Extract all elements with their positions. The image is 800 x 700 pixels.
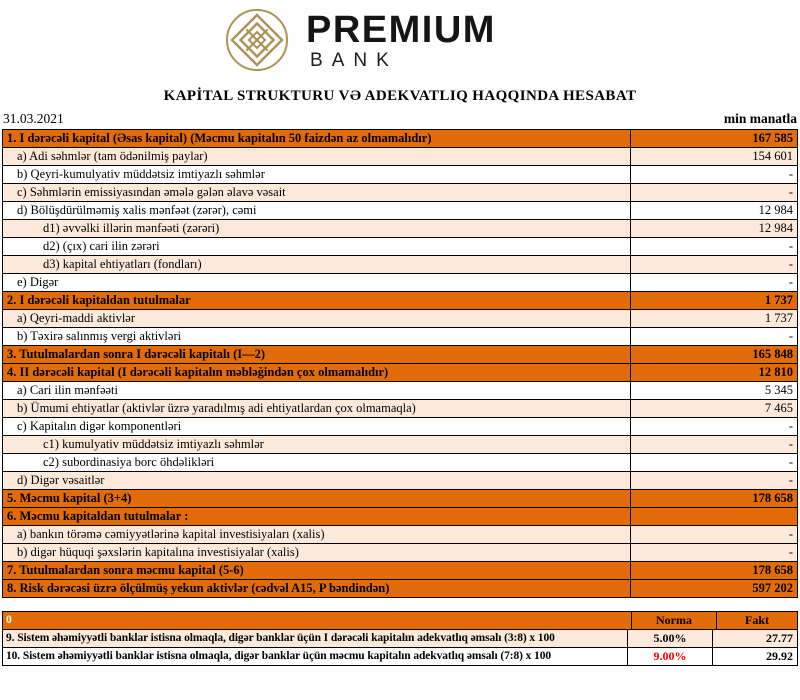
table-row <box>2 274 798 292</box>
ratio-row <box>2 630 798 648</box>
table-row <box>2 454 798 472</box>
capital-structure-table <box>2 129 798 598</box>
row-value: 165 848 <box>752 347 793 361</box>
row-value: - <box>788 455 793 469</box>
table-row <box>2 310 798 328</box>
table-row <box>2 256 798 274</box>
table-row <box>2 130 798 148</box>
row-value: - <box>788 545 793 559</box>
report-title: KAPİTAL STRUKTURU VƏ ADEKVATLIQ HAQQINDA HESABAT <box>163 88 637 104</box>
ratio-fakt-value: 29.92 <box>766 649 793 663</box>
row-label: d3) kapital ehtiyatları (fondları) <box>3 256 631 273</box>
table-row <box>2 472 798 490</box>
row-value: - <box>788 167 793 181</box>
ratio-header-fakt: Fakt <box>745 613 769 627</box>
row-label: 3. Tutulmalardan sonra I dərəcəli kapitalı (I—2) <box>3 346 631 363</box>
row-label: a) Adi səhmlər (tam ödənilmiş paylar) <box>3 148 631 165</box>
ratio-norma-value: 9.00% <box>628 648 713 665</box>
row-value: - <box>788 257 793 271</box>
row-value: 12 810 <box>758 365 793 379</box>
row-label: c1) kumulyativ müddətsiz imtiyazlı səhmlər <box>3 436 631 453</box>
row-value: 1 737 <box>764 293 793 307</box>
table-row <box>2 346 798 364</box>
ratio-header-norma: Norma <box>632 612 717 629</box>
row-value: - <box>788 419 793 433</box>
row-value: - <box>788 329 793 343</box>
row-value: 5 345 <box>764 383 793 397</box>
row-label: c2) subordinasiya borc öhdəlikləri <box>3 454 631 471</box>
table-row <box>2 148 798 166</box>
row-value: - <box>788 239 793 253</box>
row-label: b) Ümumi ehtiyatlar (aktivlər üzrə yaradılmış adi ehtiyatlardan çox olmamaqla) <box>3 400 631 417</box>
row-value: 597 202 <box>752 581 793 595</box>
ratio-norma-value: 5.00% <box>628 630 713 647</box>
table-row <box>2 202 798 220</box>
row-value: - <box>788 473 793 487</box>
row-value: 178 658 <box>752 563 793 577</box>
row-label: b) digər hüquqi şəxslərin kapitalına investisiyalar (xalis) <box>3 544 631 561</box>
table-row <box>2 184 798 202</box>
row-label: a) Qeyri-maddi aktivlər <box>3 310 631 327</box>
row-value: 7 465 <box>764 401 793 415</box>
ratio-header-zero: 0 <box>3 612 632 629</box>
row-value: 154 601 <box>752 149 793 163</box>
row-label: 7. Tutulmalardan sonra məcmu kapital (5-6) <box>3 562 631 579</box>
table-row <box>2 364 798 382</box>
row-label: c) Kapitalın digər komponentləri <box>3 418 631 435</box>
row-label: d1) əvvəlki illərin mənfəəti (zərəri) <box>3 220 631 237</box>
table-row <box>2 292 798 310</box>
row-label: d) Bölüşdürülməmiş xalis mənfəət (zərər), cəmi <box>3 202 631 219</box>
ratio-table-body <box>2 630 798 666</box>
row-label: 5. Məcmu kapital (3+4) <box>3 490 631 507</box>
table-row <box>2 382 798 400</box>
row-label: 8. Risk dərəcəsi üzrə ölçülmüş yekun aktivlər (cədvəl A15, P bəndindən) <box>3 580 631 597</box>
table-row <box>2 490 798 508</box>
ratio-row-label: 9. Sistem əhəmiyyətli banklar istisna olmaqla, digər banklar üçün I dərəcəli kapitalın adekvatlıq əmsalı (3:8) x 100 <box>3 630 628 647</box>
report-date: 31.03.2021 <box>3 111 64 126</box>
ratio-row-label: 10. Sistem əhəmiyyətli banklar istisna olmaqla, digər banklar üçün məcmu kapitalın adekvatlıq əmsalı (7:8) x 100 <box>3 648 628 665</box>
row-value: 12 984 <box>758 221 793 235</box>
table-row <box>2 328 798 346</box>
meta-row <box>2 111 798 129</box>
row-value: - <box>788 185 793 199</box>
row-label: b) Qeyri-kumulyativ müddətsiz imtiyazlı səhmlər <box>3 166 631 183</box>
row-value <box>631 508 797 525</box>
bank-logo <box>0 4 758 76</box>
table-row <box>2 400 798 418</box>
row-value: 1 737 <box>764 311 793 325</box>
row-label: a) Cari ilin mənfəəti <box>3 382 631 399</box>
logo-bank-text: BANK <box>310 49 398 71</box>
ratio-fakt-value: 27.77 <box>766 631 793 645</box>
row-value: - <box>788 275 793 289</box>
table-row <box>2 580 798 598</box>
row-label: 4. II dərəcəli kapital (I dərəcəli kapitalın məbləğindən çox olmamalıdır) <box>3 364 631 381</box>
row-value: 178 658 <box>752 491 793 505</box>
bank-logo-text <box>306 8 496 71</box>
ratio-header-row <box>2 612 798 630</box>
table-row <box>2 436 798 454</box>
report-page <box>2 0 798 666</box>
row-label: a) bankın törəmə cəmiyyətlərinə kapital investisiyaları (xalis) <box>3 526 631 543</box>
row-label: c) Səhmlərin emissiyasından əmələ gələn əlavə vəsait <box>3 184 631 201</box>
unit-label: min manatla <box>723 111 797 126</box>
row-label: d) Digər vəsaitlər <box>3 472 631 489</box>
table-row <box>2 220 798 238</box>
row-value: 12 984 <box>758 203 793 217</box>
table-row <box>2 526 798 544</box>
logo-brand-text: PREMIUM <box>306 8 496 51</box>
row-value: 167 585 <box>752 131 793 145</box>
row-label: 1. I dərəcəli kapital (Əsas kapital) (Məcmu kapitalın 50 faizdən az olmamalıdır) <box>3 130 631 147</box>
table-spacer <box>2 598 798 611</box>
row-label: 6. Məcmu kapitaldan tutulmalar : <box>3 508 631 525</box>
row-label: 2. I dərəcəli kapitaldan tutulmalar <box>3 292 631 309</box>
table-row <box>2 418 798 436</box>
row-label: d2) (çıx) cari ilin zərəri <box>3 238 631 255</box>
table-row <box>2 238 798 256</box>
adequacy-ratio-table <box>2 611 798 666</box>
row-value: - <box>788 527 793 541</box>
table-row <box>2 166 798 184</box>
table-row <box>2 544 798 562</box>
bank-emblem-icon <box>224 7 290 73</box>
row-label: b) Təxirə salınmış vergi aktivləri <box>3 328 631 345</box>
ratio-row <box>2 648 798 666</box>
row-label: e) Digər <box>3 274 631 291</box>
table-row <box>2 508 798 526</box>
row-value: - <box>788 437 793 451</box>
table-row <box>2 562 798 580</box>
